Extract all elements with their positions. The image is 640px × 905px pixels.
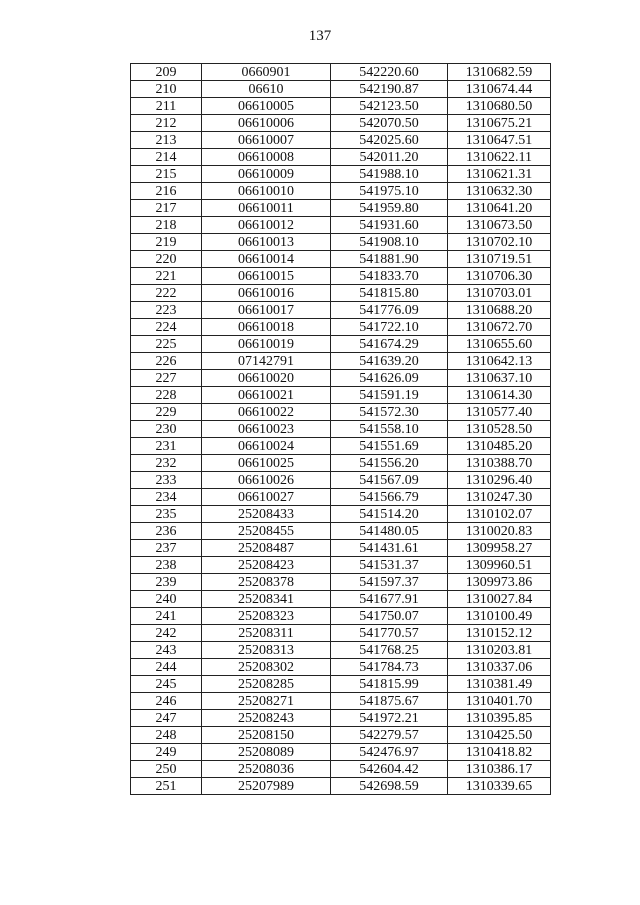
table-row — [131, 778, 551, 795]
cell-point-number: 215 — [131, 166, 202, 183]
cell-coord-y: 1310719.51 — [448, 251, 551, 268]
cell-coord-y: 1310425.50 — [448, 727, 551, 744]
cell-point-number: 211 — [131, 98, 202, 115]
cell-coord-y: 1310386.17 — [448, 761, 551, 778]
cell-coord-x: 541480.05 — [331, 523, 448, 540]
cell-point-code: 25208302 — [202, 659, 331, 676]
table-row — [131, 268, 551, 285]
cell-point-code: 06610022 — [202, 404, 331, 421]
cell-point-number: 225 — [131, 336, 202, 353]
cell-point-number: 212 — [131, 115, 202, 132]
cell-coord-x: 541875.67 — [331, 693, 448, 710]
page-number: 137 — [308, 28, 332, 44]
table-row — [131, 455, 551, 472]
cell-point-code: 06610011 — [202, 200, 331, 217]
cell-coord-y: 1309958.27 — [448, 540, 551, 557]
cell-coord-x: 541931.60 — [331, 217, 448, 234]
cell-point-number: 214 — [131, 149, 202, 166]
cell-point-number: 219 — [131, 234, 202, 251]
cell-coord-x: 542190.87 — [331, 81, 448, 98]
cell-coord-x: 541572.30 — [331, 404, 448, 421]
cell-coord-y: 1310673.50 — [448, 217, 551, 234]
cell-coord-y: 1310339.65 — [448, 778, 551, 795]
cell-point-number: 239 — [131, 574, 202, 591]
table-row — [131, 659, 551, 676]
cell-coord-x: 541677.91 — [331, 591, 448, 608]
table-row — [131, 234, 551, 251]
cell-coord-y: 1310632.30 — [448, 183, 551, 200]
cell-point-code: 25208455 — [202, 523, 331, 540]
table-row — [131, 574, 551, 591]
cell-point-number: 220 — [131, 251, 202, 268]
cell-coord-y: 1310381.49 — [448, 676, 551, 693]
table-row — [131, 591, 551, 608]
cell-point-number: 235 — [131, 506, 202, 523]
cell-point-number: 248 — [131, 727, 202, 744]
cell-coord-y: 1310395.85 — [448, 710, 551, 727]
cell-coord-x: 541722.10 — [331, 319, 448, 336]
cell-coord-x: 542698.59 — [331, 778, 448, 795]
cell-coord-y: 1310100.49 — [448, 608, 551, 625]
table-row — [131, 387, 551, 404]
cell-point-number: 241 — [131, 608, 202, 625]
table-row — [131, 710, 551, 727]
table-row — [131, 676, 551, 693]
cell-coord-y: 1310614.30 — [448, 387, 551, 404]
cell-point-code: 25208341 — [202, 591, 331, 608]
cell-point-number: 226 — [131, 353, 202, 370]
cell-point-code: 06610016 — [202, 285, 331, 302]
table-row — [131, 81, 551, 98]
cell-point-number: 240 — [131, 591, 202, 608]
cell-point-number: 237 — [131, 540, 202, 557]
cell-point-code: 25208487 — [202, 540, 331, 557]
cell-coord-x: 541597.37 — [331, 574, 448, 591]
cell-point-number: 247 — [131, 710, 202, 727]
cell-point-code: 25208323 — [202, 608, 331, 625]
cell-coord-x: 541431.61 — [331, 540, 448, 557]
cell-coord-x: 541784.73 — [331, 659, 448, 676]
cell-coord-x: 541881.90 — [331, 251, 448, 268]
cell-coord-x: 541959.80 — [331, 200, 448, 217]
cell-point-number: 228 — [131, 387, 202, 404]
cell-coord-y: 1310020.83 — [448, 523, 551, 540]
table-row — [131, 353, 551, 370]
cell-point-number: 229 — [131, 404, 202, 421]
cell-point-code: 06610019 — [202, 336, 331, 353]
cell-coord-x: 541988.10 — [331, 166, 448, 183]
cell-coord-x: 541908.10 — [331, 234, 448, 251]
cell-point-number: 233 — [131, 472, 202, 489]
table-row — [131, 200, 551, 217]
cell-point-number: 221 — [131, 268, 202, 285]
cell-point-number: 232 — [131, 455, 202, 472]
cell-coord-y: 1310622.11 — [448, 149, 551, 166]
cell-point-number: 223 — [131, 302, 202, 319]
table-row — [131, 370, 551, 387]
cell-coord-x: 541815.80 — [331, 285, 448, 302]
cell-coord-x: 542220.60 — [331, 64, 448, 81]
cell-point-code: 06610020 — [202, 370, 331, 387]
cell-point-number: 234 — [131, 489, 202, 506]
table-row — [131, 489, 551, 506]
cell-coord-x: 542011.20 — [331, 149, 448, 166]
cell-coord-y: 1310388.70 — [448, 455, 551, 472]
coordinate-table — [130, 63, 551, 795]
cell-coord-y: 1310528.50 — [448, 421, 551, 438]
cell-coord-y: 1310642.13 — [448, 353, 551, 370]
cell-coord-x: 541566.79 — [331, 489, 448, 506]
cell-coord-y: 1310682.59 — [448, 64, 551, 81]
table-row — [131, 761, 551, 778]
cell-coord-x: 541591.19 — [331, 387, 448, 404]
cell-point-code: 25208311 — [202, 625, 331, 642]
cell-point-code: 0660901 — [202, 64, 331, 81]
cell-coord-y: 1310641.20 — [448, 200, 551, 217]
table-row — [131, 625, 551, 642]
cell-point-number: 217 — [131, 200, 202, 217]
cell-coord-x: 541768.25 — [331, 642, 448, 659]
cell-point-code: 25208423 — [202, 557, 331, 574]
cell-coord-y: 1310674.44 — [448, 81, 551, 98]
table-row — [131, 251, 551, 268]
cell-coord-y: 1310655.60 — [448, 336, 551, 353]
cell-point-number: 209 — [131, 64, 202, 81]
cell-point-code: 25208036 — [202, 761, 331, 778]
cell-coord-x: 541558.10 — [331, 421, 448, 438]
cell-point-number: 224 — [131, 319, 202, 336]
cell-coord-x: 542476.97 — [331, 744, 448, 761]
cell-point-number: 242 — [131, 625, 202, 642]
cell-point-code: 06610005 — [202, 98, 331, 115]
cell-point-code: 06610015 — [202, 268, 331, 285]
cell-coord-y: 1310418.82 — [448, 744, 551, 761]
cell-point-number: 244 — [131, 659, 202, 676]
cell-point-code: 06610027 — [202, 489, 331, 506]
cell-point-code: 25208313 — [202, 642, 331, 659]
cell-point-code: 06610010 — [202, 183, 331, 200]
cell-coord-y: 1310647.51 — [448, 132, 551, 149]
table-row — [131, 98, 551, 115]
coordinate-table-body — [131, 64, 551, 795]
cell-coord-x: 541551.69 — [331, 438, 448, 455]
cell-point-code: 25208089 — [202, 744, 331, 761]
cell-point-code: 25208285 — [202, 676, 331, 693]
cell-coord-x: 542025.60 — [331, 132, 448, 149]
cell-coord-x: 541975.10 — [331, 183, 448, 200]
cell-coord-x: 541567.09 — [331, 472, 448, 489]
cell-point-number: 246 — [131, 693, 202, 710]
cell-point-code: 06610025 — [202, 455, 331, 472]
table-row — [131, 217, 551, 234]
cell-point-number: 210 — [131, 81, 202, 98]
cell-point-number: 231 — [131, 438, 202, 455]
cell-coord-y: 1309960.51 — [448, 557, 551, 574]
cell-point-number: 250 — [131, 761, 202, 778]
cell-point-code: 25208243 — [202, 710, 331, 727]
table-row — [131, 421, 551, 438]
cell-coord-y: 1310296.40 — [448, 472, 551, 489]
cell-coord-y: 1310027.84 — [448, 591, 551, 608]
cell-coord-x: 542604.42 — [331, 761, 448, 778]
cell-point-code: 06610008 — [202, 149, 331, 166]
cell-coord-y: 1310703.01 — [448, 285, 551, 302]
cell-coord-x: 541674.29 — [331, 336, 448, 353]
table-row — [131, 693, 551, 710]
table-row — [131, 302, 551, 319]
cell-coord-y: 1310485.20 — [448, 438, 551, 455]
cell-coord-y: 1310621.31 — [448, 166, 551, 183]
cell-coord-x: 541626.09 — [331, 370, 448, 387]
cell-point-number: 243 — [131, 642, 202, 659]
cell-point-code: 07142791 — [202, 353, 331, 370]
cell-coord-x: 541833.70 — [331, 268, 448, 285]
cell-point-number: 236 — [131, 523, 202, 540]
cell-coord-y: 1310247.30 — [448, 489, 551, 506]
cell-point-code: 06610023 — [202, 421, 331, 438]
cell-coord-x: 542279.57 — [331, 727, 448, 744]
table-row — [131, 506, 551, 523]
cell-point-number: 216 — [131, 183, 202, 200]
table-row — [131, 438, 551, 455]
cell-coord-y: 1310401.70 — [448, 693, 551, 710]
cell-coord-y: 1310672.70 — [448, 319, 551, 336]
table-row — [131, 642, 551, 659]
cell-point-code: 06610012 — [202, 217, 331, 234]
cell-point-code: 06610024 — [202, 438, 331, 455]
cell-coord-x: 541531.37 — [331, 557, 448, 574]
cell-point-number: 213 — [131, 132, 202, 149]
cell-coord-x: 542123.50 — [331, 98, 448, 115]
table-row — [131, 319, 551, 336]
cell-point-code: 06610006 — [202, 115, 331, 132]
cell-coord-y: 1310102.07 — [448, 506, 551, 523]
cell-coord-x: 541514.20 — [331, 506, 448, 523]
cell-coord-y: 1310680.50 — [448, 98, 551, 115]
cell-point-code: 25208433 — [202, 506, 331, 523]
cell-coord-x: 541750.07 — [331, 608, 448, 625]
cell-coord-y: 1309973.86 — [448, 574, 551, 591]
cell-point-number: 251 — [131, 778, 202, 795]
table-row — [131, 523, 551, 540]
cell-point-code: 06610026 — [202, 472, 331, 489]
cell-point-code: 06610017 — [202, 302, 331, 319]
table-row — [131, 285, 551, 302]
table-row — [131, 132, 551, 149]
table-row — [131, 166, 551, 183]
cell-point-code: 06610021 — [202, 387, 331, 404]
cell-point-number: 245 — [131, 676, 202, 693]
cell-coord-y: 1310675.21 — [448, 115, 551, 132]
cell-point-code: 25208378 — [202, 574, 331, 591]
cell-point-code: 06610009 — [202, 166, 331, 183]
table-row — [131, 472, 551, 489]
cell-coord-x: 541972.21 — [331, 710, 448, 727]
table-row — [131, 336, 551, 353]
cell-point-code: 06610018 — [202, 319, 331, 336]
cell-coord-x: 541639.20 — [331, 353, 448, 370]
cell-point-code: 25208271 — [202, 693, 331, 710]
table-row — [131, 149, 551, 166]
cell-point-number: 218 — [131, 217, 202, 234]
cell-coord-x: 541815.99 — [331, 676, 448, 693]
cell-coord-y: 1310577.40 — [448, 404, 551, 421]
cell-point-code: 25207989 — [202, 778, 331, 795]
table-row — [131, 608, 551, 625]
cell-coord-x: 541770.57 — [331, 625, 448, 642]
cell-coord-y: 1310702.10 — [448, 234, 551, 251]
cell-point-code: 06610 — [202, 81, 331, 98]
cell-coord-x: 541776.09 — [331, 302, 448, 319]
cell-point-number: 222 — [131, 285, 202, 302]
table-row — [131, 744, 551, 761]
table-row — [131, 115, 551, 132]
table-row — [131, 64, 551, 81]
cell-coord-y: 1310688.20 — [448, 302, 551, 319]
table-row — [131, 404, 551, 421]
cell-point-number: 249 — [131, 744, 202, 761]
cell-point-code: 06610013 — [202, 234, 331, 251]
cell-point-number: 227 — [131, 370, 202, 387]
cell-coord-y: 1310337.06 — [448, 659, 551, 676]
cell-point-number: 238 — [131, 557, 202, 574]
cell-point-code: 06610007 — [202, 132, 331, 149]
cell-coord-y: 1310706.30 — [448, 268, 551, 285]
cell-coord-y: 1310203.81 — [448, 642, 551, 659]
table-row — [131, 183, 551, 200]
table-row — [131, 727, 551, 744]
cell-coord-y: 1310152.12 — [448, 625, 551, 642]
cell-point-number: 230 — [131, 421, 202, 438]
cell-point-code: 25208150 — [202, 727, 331, 744]
table-row — [131, 540, 551, 557]
table-row — [131, 557, 551, 574]
cell-coord-y: 1310637.10 — [448, 370, 551, 387]
cell-coord-x: 541556.20 — [331, 455, 448, 472]
cell-point-code: 06610014 — [202, 251, 331, 268]
cell-coord-x: 542070.50 — [331, 115, 448, 132]
